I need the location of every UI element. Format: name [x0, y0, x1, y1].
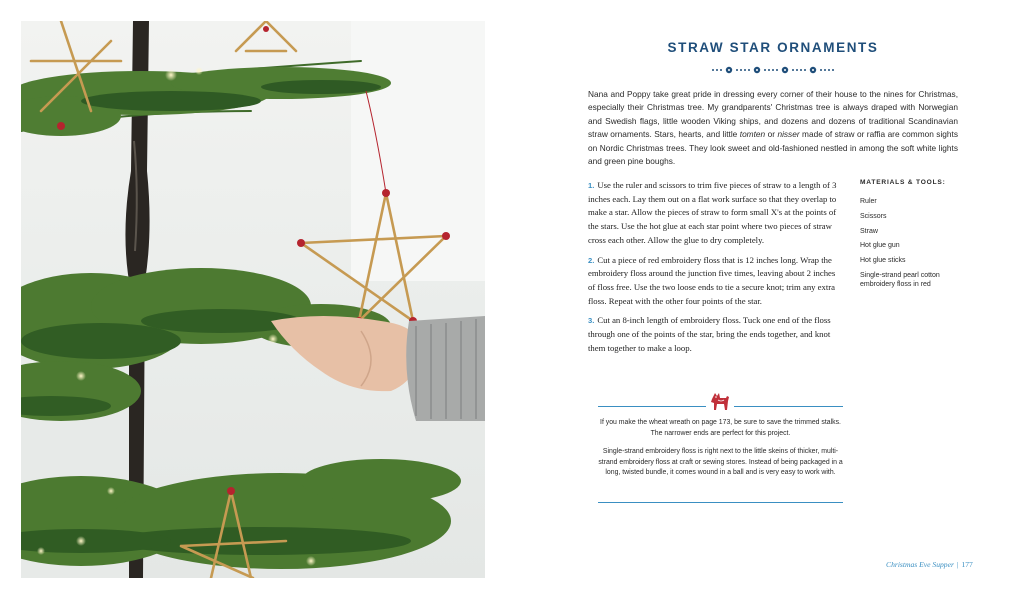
- intro-text: or: [765, 129, 778, 140]
- tips-box: [598, 418, 843, 487]
- material-item: Single-strand pearl cotton embroidery floss in red: [860, 271, 940, 288]
- step-1: [588, 179, 844, 248]
- folk-dot-ornament-icon: [711, 64, 835, 76]
- intro-italic-term: tomten: [739, 129, 766, 140]
- step-number: 1.: [588, 181, 595, 190]
- step-text: Cut a piece of red embroidery floss that is 12 inches long. Wrap the embroidery floss around the junction five times, leaving about 2 inches of floss free. Use the two loose ends to tie a secure knot; trim any extra floss. Repeat with the other four points of the star.: [588, 254, 836, 306]
- materials-heading: MATERIALS & TOOLS:: [860, 179, 946, 186]
- tree-photo-illustration: [21, 21, 485, 578]
- step-text: Cut an 8-inch length of embroidery floss. Tuck one end of the floss through one of the points of the star, bring the ends together, and knot them together to make a loop.: [588, 315, 831, 353]
- page-footer: [886, 560, 986, 569]
- step-2: [588, 254, 844, 309]
- material-item: Straw: [860, 227, 878, 235]
- intro-text: Nana and Poppy take great pride in dressing every corner of their house to the nines for Christmas, especially their Christmas tree. My grandparents' Christmas tree is always draped with Norwegian and Swedish flags, little wooden Viking ships, and dozens and dozens of traditional Scandinavian straw ornaments. Stars, hearts, and little: [588, 89, 958, 140]
- tip-paragraph: Single-strand embroidery floss is right next to the little skeins of thicker, multi-strand embroidery floss at craft or sewing stores. Instead of being packaged in a long, twisted bundle, it comes wound in a ball and is very easy to work with.: [598, 448, 843, 477]
- page-title: STRAW STAR ORNAMENTS: [667, 40, 879, 55]
- intro-paragraph: [588, 88, 958, 168]
- tree-photo: [21, 21, 485, 578]
- tip-divider-top-right: [734, 406, 843, 407]
- tip-paragraph: If you make the wheat wreath on page 173, be sure to save the trimmed stalks. The narrower ends are perfect for this project.: [600, 419, 841, 437]
- page-number: 177: [961, 560, 973, 569]
- tip-divider-bottom: [598, 502, 843, 503]
- material-item: Hot glue gun: [860, 242, 900, 250]
- intro-text: made of straw or raffia are common sights on Nordic Christmas trees. They look sweet and old-fashioned nestled in among the soft white lights and green pine boughs.: [588, 129, 958, 167]
- step-3: [588, 314, 844, 355]
- material-item: Hot glue sticks: [860, 257, 906, 265]
- step-number: 3.: [588, 316, 595, 326]
- material-item: Scissors: [860, 212, 887, 220]
- material-item: Ruler: [860, 198, 877, 205]
- step-text: Use the ruler and scissors to trim five pieces of straw to a length of 3 inches each. Lay them out on a flat work surface so that they overlap to make a star. Allow the pieces of straw to form small X's at the points of the stars. Use the hot glue at each star point where two pieces of straw cross each other. Allow the glue to dry completely.: [588, 180, 837, 245]
- instruction-steps: [588, 179, 844, 361]
- intro-italic-term: nisser: [777, 129, 800, 140]
- dala-horse-icon: [707, 390, 733, 414]
- step-number: 2.: [588, 255, 595, 265]
- footer-section: Christmas Eve Supper: [886, 560, 954, 569]
- materials-list: [860, 179, 960, 295]
- footer-separator: |: [956, 560, 959, 569]
- tip-divider-top-left: [598, 406, 706, 407]
